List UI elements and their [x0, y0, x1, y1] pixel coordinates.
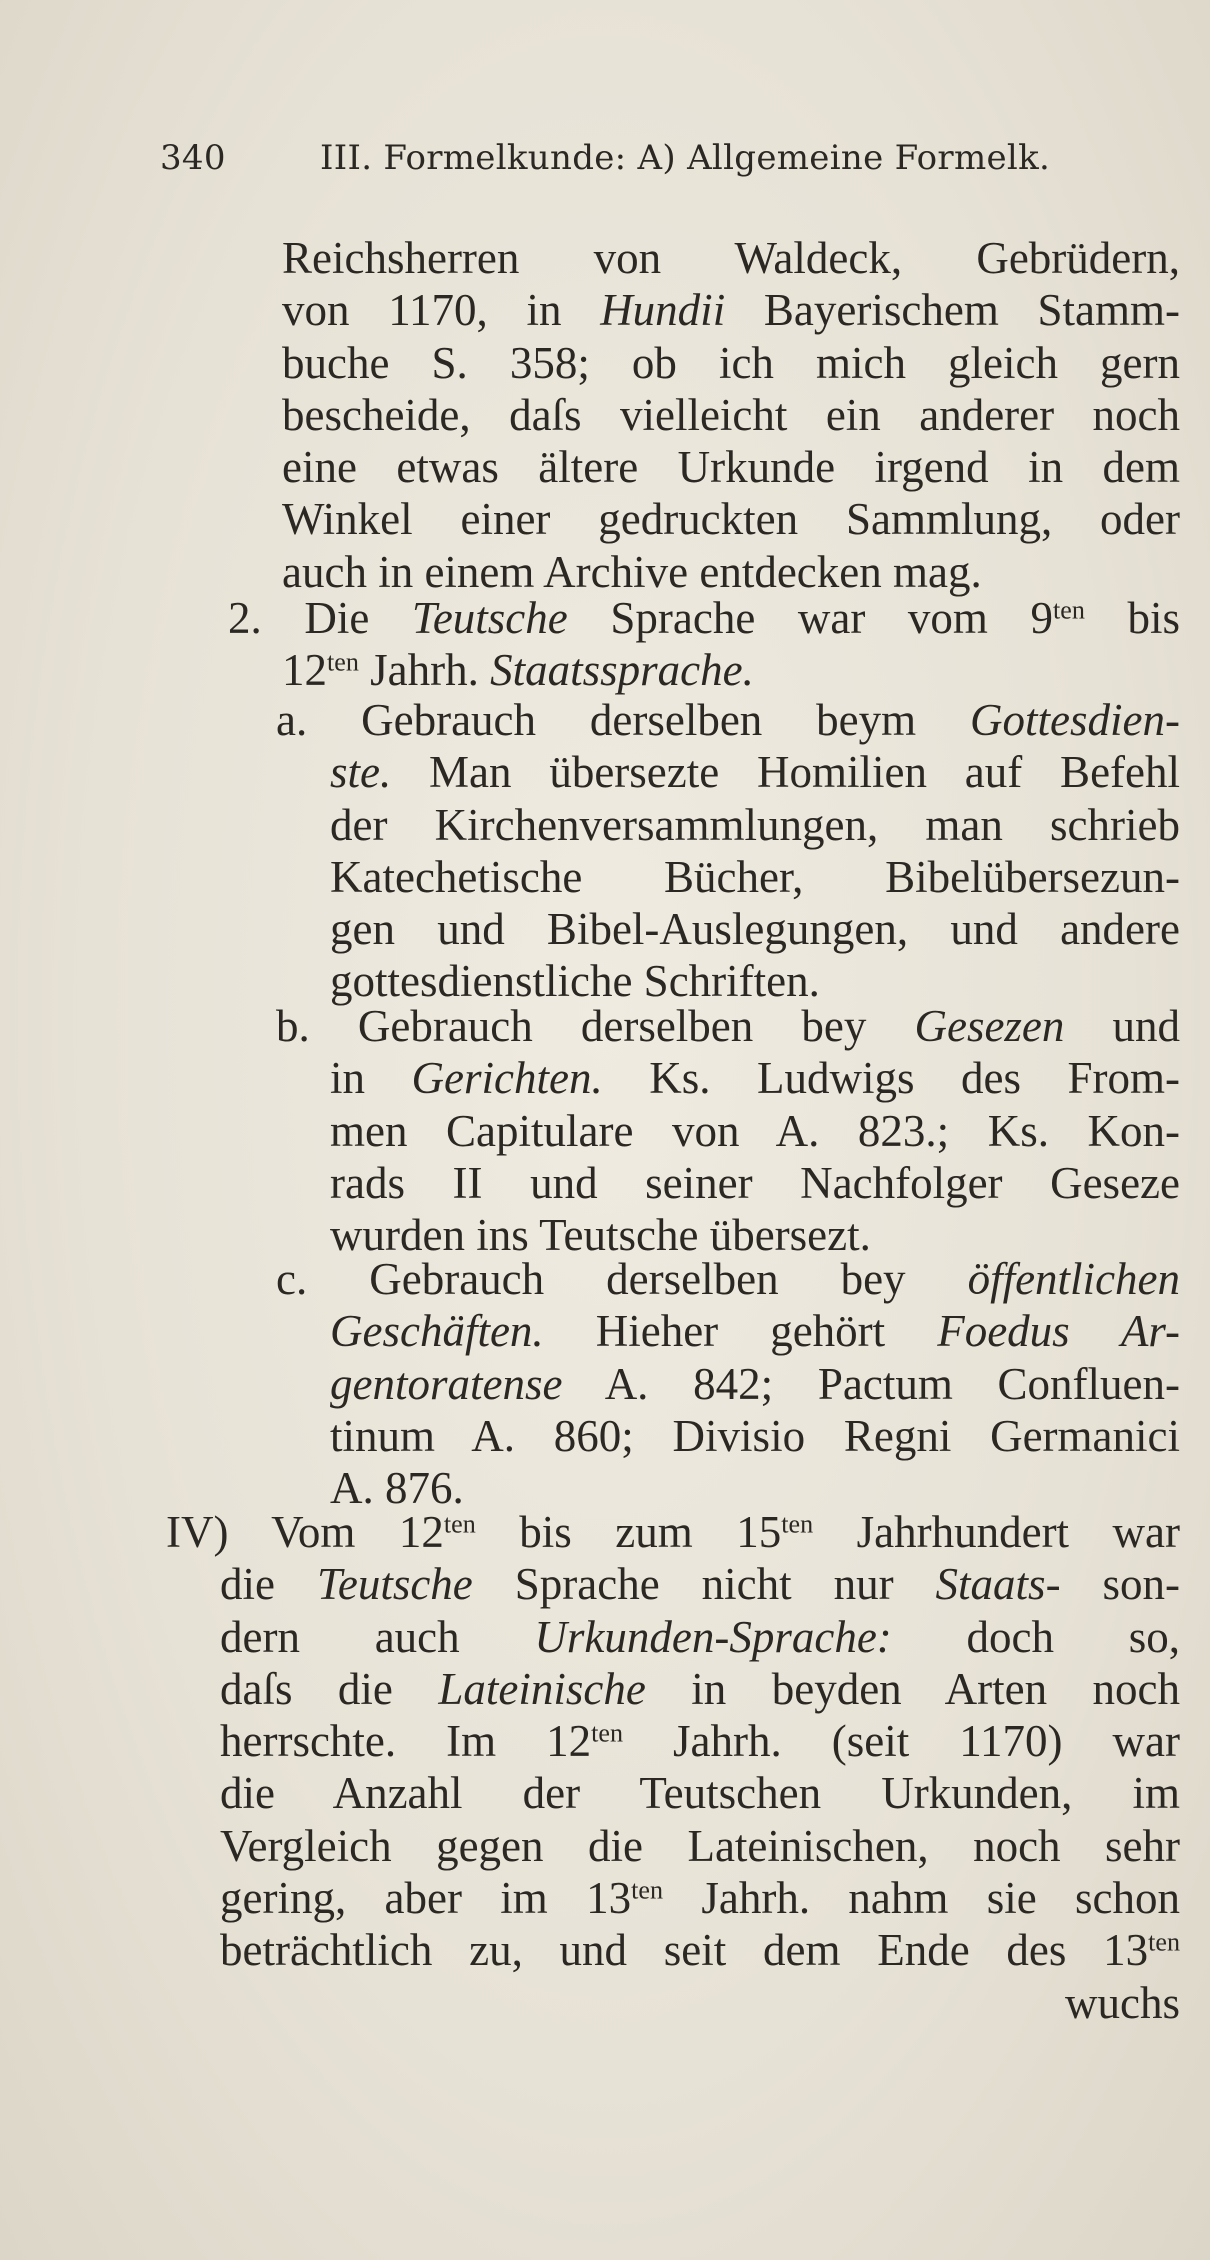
- text-line: c. Gebrauch derselben bey öffentlichen: [276, 1254, 1181, 1304]
- text-line: $12^{ten}$ Jahrh. Staatssprache.: [282, 645, 754, 696]
- text-line: 2. Die Teutsche Sprache war vom $9^{ten}$ bis: [228, 593, 1181, 643]
- list-item-a: [276, 694, 1180, 1008]
- item-label: b.: [276, 1001, 310, 1051]
- list-item-2: [228, 592, 1180, 697]
- text-line: IV) Vom $12^{ten}$ bis zum $15^{ten}$ Jahrhundert war: [166, 1507, 1181, 1557]
- item-label: a.: [276, 695, 308, 745]
- section-iv: [166, 1506, 1180, 2029]
- text-line: A. 876.: [330, 1463, 464, 1514]
- text-line: Geschäften. Hieher gehört Foedus Ar-: [330, 1306, 1181, 1357]
- text-line: daſs die Lateinische in beyden Arten noch: [220, 1663, 1181, 1714]
- text-line: rads II und seiner Nachfolger Geseze: [330, 1157, 1180, 1208]
- text-line: die Teutsche Sprache nicht nur Staats- son-: [220, 1559, 1181, 1610]
- text-line: tinum A. 860; Divisio Regni Germanici: [330, 1410, 1180, 1461]
- text-line: der Kirchenversammlungen, man schrieb: [330, 799, 1180, 850]
- list-item-c: [276, 1253, 1180, 1514]
- text-line: in Gerichten. Ks. Ludwigs des From-: [330, 1053, 1181, 1104]
- text-line: Reichsherren von Waldeck, Gebrüdern,: [282, 233, 1180, 283]
- text-line: dern auch Urkunden-Sprache: doch so,: [220, 1611, 1181, 1662]
- text-line: von 1170, in Hundii Bayerischem Stamm-: [282, 285, 1181, 336]
- text-line: Winkel einer gedruckten Sammlung, oder: [282, 494, 1180, 545]
- text-line: a. Gebrauch derselben beym Gottesdien-: [276, 695, 1180, 745]
- text-line: men Capitulare von A. 823.; Ks. Kon-: [330, 1105, 1180, 1156]
- text-line: eine etwas ältere Urkunde irgend in dem: [282, 442, 1180, 493]
- text-line: gen und Bibel-Auslegungen, und andere: [330, 904, 1180, 955]
- text-line: Vergleich gegen die Lateinischen, noch sehr: [220, 1820, 1180, 1871]
- running-title: III. Formelkunde: A) Allgemeine Formelk.: [320, 138, 1051, 178]
- text-line: bescheide, daſs vielleicht ein anderer noch: [282, 389, 1180, 440]
- text-line: gering, aber im $13^{ten}$ Jahrh. nahm sie schon: [220, 1873, 1181, 1924]
- text-line: Katechetische Bücher, Bibelübersezun-: [330, 851, 1180, 902]
- text-line: wurden ins Teutsche übersezt.: [330, 1210, 871, 1261]
- text-line: die Anzahl der Teutschen Urkunden, im: [220, 1768, 1180, 1819]
- catchword: wuchs: [1065, 1977, 1180, 2028]
- text-line: gottesdienstliche Schriften.: [330, 956, 820, 1007]
- text-line: auch in einem Archive entdecken mag.: [282, 546, 982, 597]
- running-header: [160, 138, 1110, 178]
- page-number: 340: [160, 138, 226, 178]
- paragraph-continuation: [282, 232, 1180, 598]
- section-label: IV): [166, 1507, 229, 1557]
- text-line: buche S. 358; ob ich mich gleich gern: [282, 337, 1180, 388]
- text-line: gentoratense A. 842; Pactum Confluen-: [330, 1358, 1180, 1409]
- text-line: herrschte. Im $12^{ten}$ Jahrh. (seit 1170) war: [220, 1716, 1180, 1767]
- text-line: ste. Man übersezte Homilien auf Befehl: [330, 747, 1180, 798]
- text-line: b. Gebrauch derselben bey Gesezen und: [276, 1001, 1181, 1051]
- text-line: beträchtlich zu, und seit dem Ende des $13^{ten}$: [220, 1925, 1180, 1976]
- item-label: c.: [276, 1254, 308, 1304]
- list-item-b: [276, 1000, 1180, 1261]
- item-label: 2.: [228, 593, 262, 643]
